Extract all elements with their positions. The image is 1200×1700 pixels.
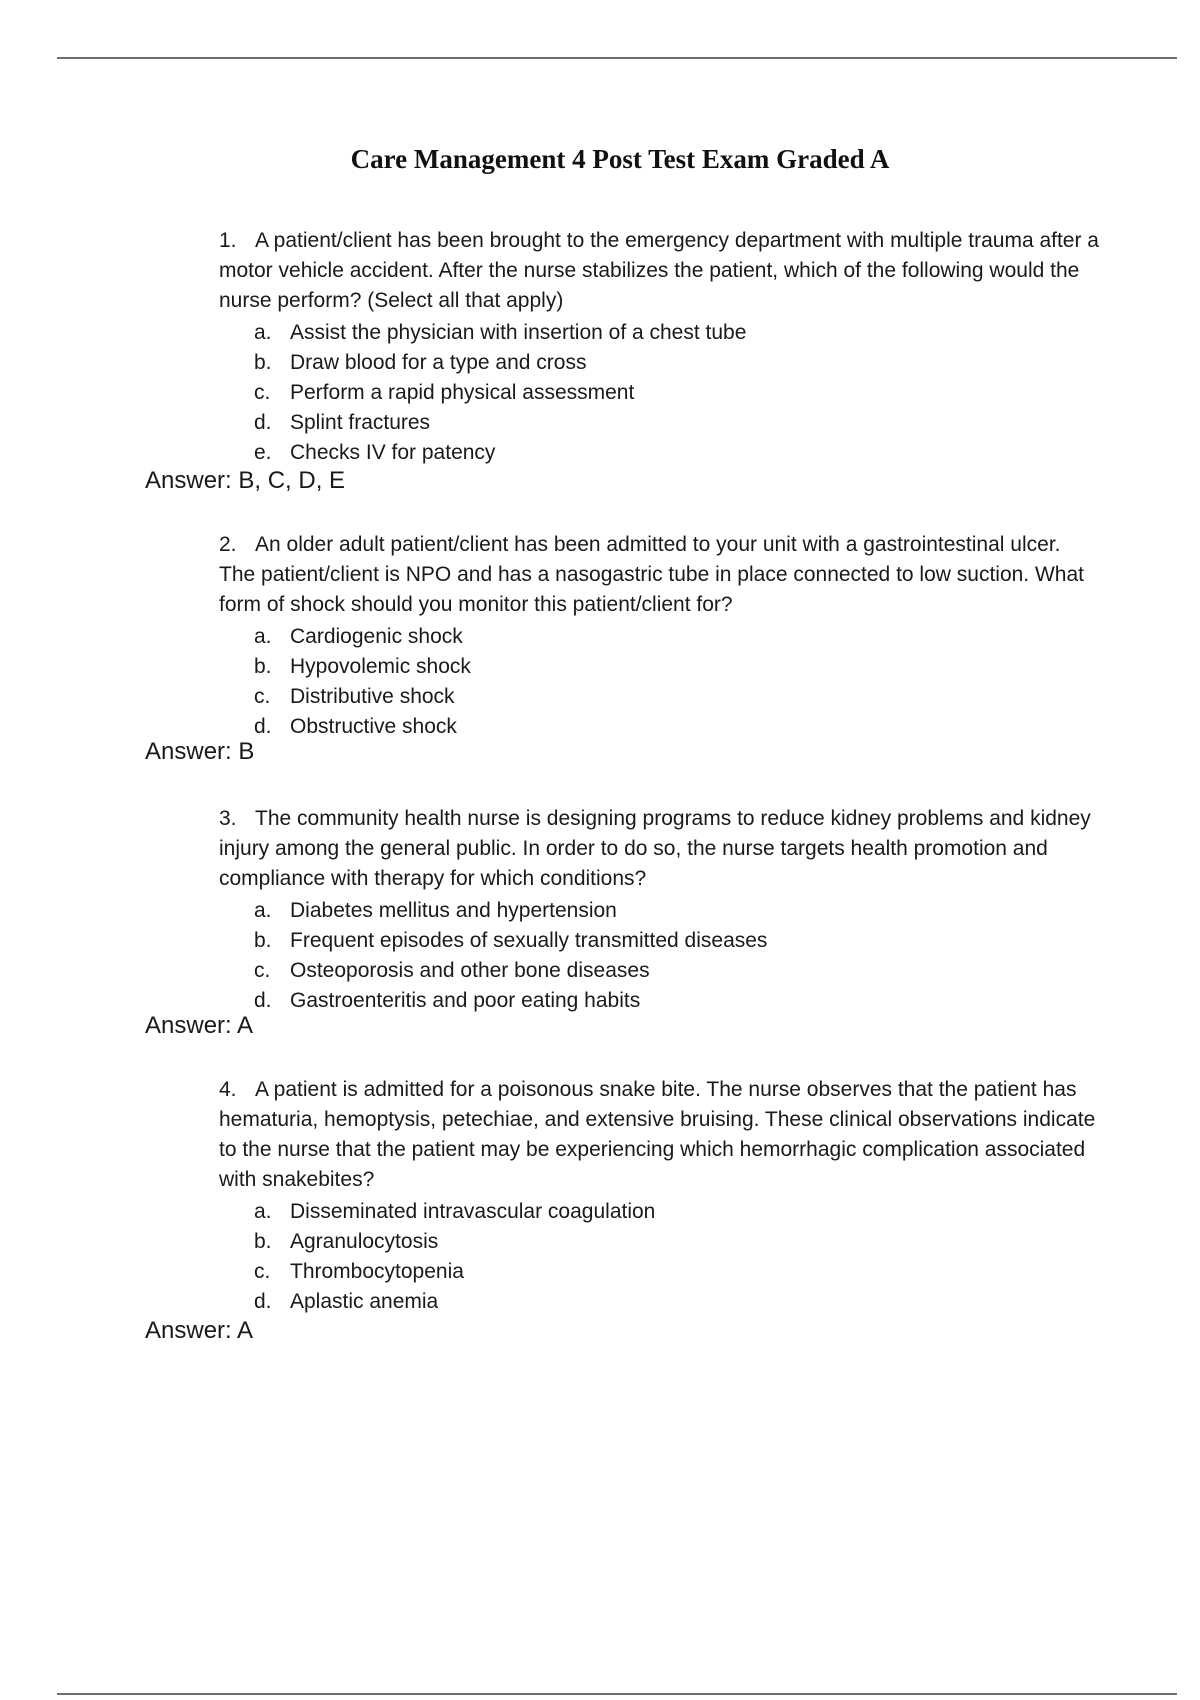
option-a bbox=[254, 896, 1099, 926]
option-b bbox=[254, 926, 1099, 956]
option-letter: b. bbox=[254, 1230, 272, 1253]
option-letter: c. bbox=[254, 1260, 271, 1283]
option-letter: a. bbox=[254, 625, 272, 648]
answer-options bbox=[219, 896, 1099, 1016]
option-c bbox=[254, 956, 1099, 986]
question-body: The community health nurse is designing programs to reduce kidney problems and kidney injury among the general public. In order to do so, the nurse targets health promotion and compliance with therapy for which conditions? bbox=[219, 807, 1091, 890]
option-d bbox=[254, 712, 1099, 742]
option-letter: a. bbox=[254, 321, 272, 344]
option-text: Aplastic anemia bbox=[290, 1290, 439, 1313]
option-b bbox=[254, 348, 1099, 378]
answer-4: Answer: A bbox=[145, 1317, 254, 1344]
option-d bbox=[254, 986, 1099, 1016]
option-letter: b. bbox=[254, 929, 272, 952]
option-text: Draw blood for a type and cross bbox=[290, 351, 587, 374]
option-letter: d. bbox=[254, 1290, 272, 1313]
answer-2: Answer: B bbox=[145, 738, 255, 765]
question-body: A patient/client has been brought to the emergency department with multiple trauma after a motor vehicle accident. After the nurse stabilizes the patient, which of the following would the nurse perform? (Select all that apply) bbox=[219, 229, 1099, 312]
answer-options bbox=[219, 622, 1099, 742]
option-text: Splint fractures bbox=[290, 411, 431, 434]
option-text: Thrombocytopenia bbox=[290, 1260, 464, 1283]
option-letter: a. bbox=[254, 899, 272, 922]
option-letter: d. bbox=[254, 989, 272, 1012]
question-3 bbox=[219, 804, 1099, 1016]
option-letter: c. bbox=[254, 959, 271, 982]
option-text: Perform a rapid physical assessment bbox=[290, 381, 635, 404]
option-text: Agranulocytosis bbox=[290, 1230, 439, 1253]
option-text: Checks IV for patency bbox=[290, 441, 496, 464]
option-text: Gastroenteritis and poor eating habits bbox=[290, 989, 641, 1012]
answer-options bbox=[219, 1197, 1099, 1317]
answer-options bbox=[219, 318, 1099, 468]
option-letter: b. bbox=[254, 655, 272, 678]
option-a bbox=[254, 1197, 1099, 1227]
option-text: Disseminated intravascular coagulation bbox=[290, 1200, 656, 1223]
question-text bbox=[219, 1075, 1099, 1195]
question-4 bbox=[219, 1075, 1099, 1317]
option-letter: e. bbox=[254, 441, 272, 464]
option-b bbox=[254, 1227, 1099, 1257]
option-letter: d. bbox=[254, 411, 272, 434]
option-c bbox=[254, 1257, 1099, 1287]
question-text bbox=[219, 530, 1099, 620]
option-text: Osteoporosis and other bone diseases bbox=[290, 959, 650, 982]
option-d bbox=[254, 408, 1099, 438]
question-text bbox=[219, 226, 1099, 316]
question-2 bbox=[219, 530, 1099, 742]
option-a bbox=[254, 622, 1099, 652]
question-body: A patient is admitted for a poisonous snake bite. The nurse observes that the patient has hematuria, hemoptysis, petechiae, and extensive bruising. These clinical observations indicate to the nurse that the patient may be experiencing which hemorrhagic complication associated with snakebites? bbox=[219, 1078, 1096, 1191]
option-text: Hypovolemic shock bbox=[290, 655, 471, 678]
option-b bbox=[254, 652, 1099, 682]
question-number: 2. bbox=[219, 533, 237, 556]
option-letter: b. bbox=[254, 351, 272, 374]
option-e bbox=[254, 438, 1099, 468]
question-text bbox=[219, 804, 1099, 894]
option-text: Assist the physician with insertion of a chest tube bbox=[290, 321, 747, 344]
answer-3: Answer: A bbox=[145, 1012, 254, 1039]
option-letter: d. bbox=[254, 715, 272, 738]
option-text: Diabetes mellitus and hypertension bbox=[290, 899, 617, 922]
option-text: Obstructive shock bbox=[290, 715, 457, 738]
option-letter: a. bbox=[254, 1200, 272, 1223]
option-c bbox=[254, 378, 1099, 408]
answer-1: Answer: B, C, D, E bbox=[145, 467, 346, 494]
question-1 bbox=[219, 226, 1099, 468]
option-a bbox=[254, 318, 1099, 348]
question-number: 1. bbox=[219, 229, 237, 252]
option-c bbox=[254, 682, 1099, 712]
option-letter: c. bbox=[254, 381, 271, 404]
option-d bbox=[254, 1287, 1099, 1317]
question-number: 4. bbox=[219, 1078, 237, 1101]
option-text: Distributive shock bbox=[290, 685, 455, 708]
option-text: Cardiogenic shock bbox=[290, 625, 463, 648]
question-number: 3. bbox=[219, 807, 237, 830]
page-title: Care Management 4 Post Test Exam Graded A bbox=[350, 144, 890, 175]
top-divider bbox=[57, 57, 1177, 59]
bottom-divider bbox=[57, 1693, 1177, 1695]
option-letter: c. bbox=[254, 685, 271, 708]
option-text: Frequent episodes of sexually transmitted diseases bbox=[290, 929, 768, 952]
question-body: An older adult patient/client has been admitted to your unit with a gastrointestinal ulcer. The patient/client is NPO and has a nasogastric tube in place connected to low suction. What form of shock should you monitor this patient/client for? bbox=[219, 533, 1084, 616]
